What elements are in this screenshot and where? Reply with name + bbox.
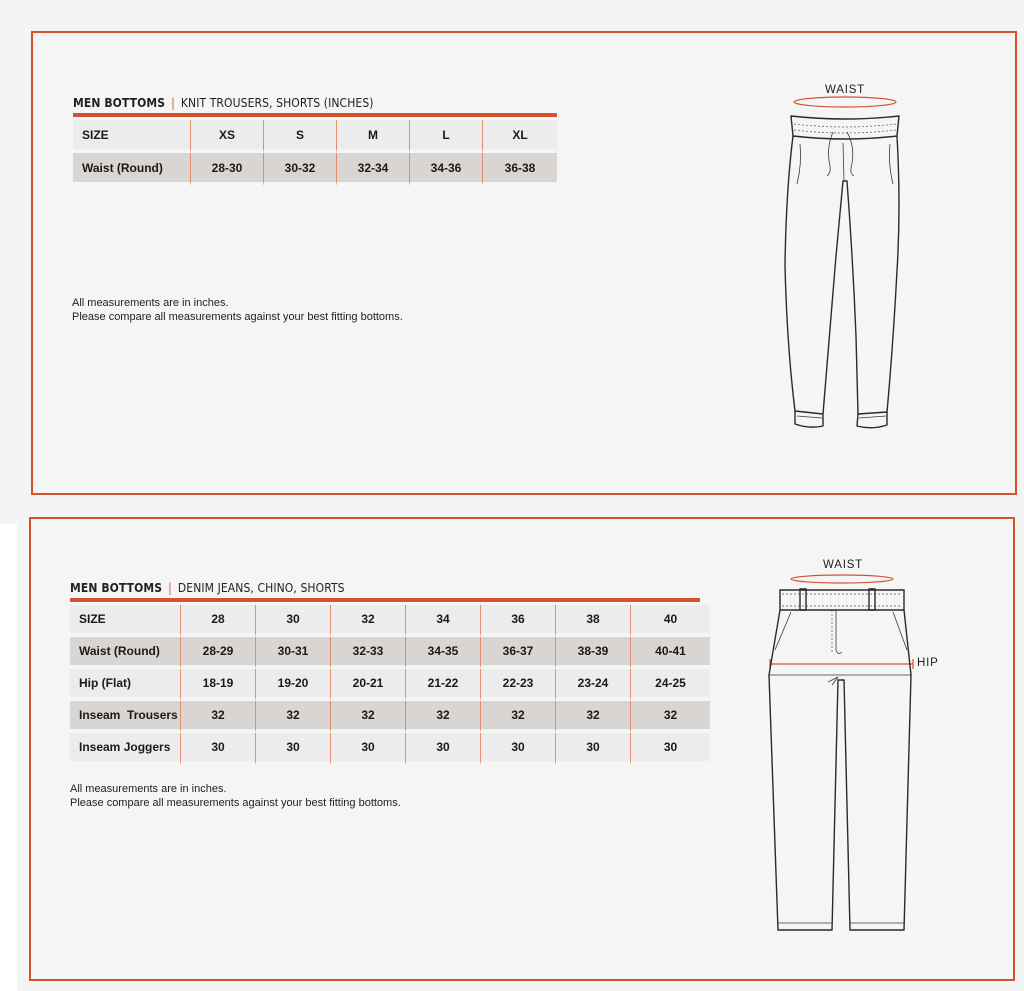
table-cell: 23-24 bbox=[556, 669, 631, 701]
header-cell: 40 bbox=[631, 605, 710, 637]
chart-title-separator: | bbox=[168, 581, 172, 595]
denim-pants-illustration bbox=[766, 570, 916, 942]
header-cell: SIZE bbox=[70, 605, 181, 637]
hip-label: HIP bbox=[917, 657, 939, 669]
chart-title-separator: | bbox=[171, 96, 175, 110]
table-cell: 32 bbox=[406, 701, 481, 733]
table-cell: 28-30 bbox=[191, 153, 264, 186]
header-cell: S bbox=[264, 120, 337, 153]
chart-title-denim bbox=[70, 581, 345, 595]
waist-measure-ellipse bbox=[794, 97, 896, 107]
measurement-note: All measurements are in inches. bbox=[70, 783, 227, 795]
table-cell: 32 bbox=[481, 701, 556, 733]
table-cell: 30 bbox=[481, 733, 556, 765]
title-underline-rule bbox=[73, 113, 557, 117]
table-row bbox=[70, 669, 710, 701]
knit-size-table bbox=[73, 120, 557, 186]
table-cell: 32 bbox=[331, 701, 406, 733]
row-label: Hip (Flat) bbox=[70, 669, 181, 701]
header-cell: M bbox=[337, 120, 410, 153]
table-cell: 22-23 bbox=[481, 669, 556, 701]
table-cell: 30 bbox=[331, 733, 406, 765]
table-cell: 18-19 bbox=[181, 669, 256, 701]
chart-title-main: MEN BOTTOMS bbox=[70, 581, 163, 595]
jogger-outline bbox=[785, 116, 899, 428]
table-cell: 32 bbox=[556, 701, 631, 733]
header-cell: XL bbox=[483, 120, 557, 153]
header-cell: XS bbox=[191, 120, 264, 153]
header-cell: 32 bbox=[331, 605, 406, 637]
table-header-row bbox=[70, 605, 710, 637]
jogger-pants-illustration bbox=[770, 96, 920, 436]
row-label: Inseam Joggers bbox=[70, 733, 181, 765]
table-cell: 30 bbox=[181, 733, 256, 765]
table-cell: 30 bbox=[406, 733, 481, 765]
table-cell: 40-41 bbox=[631, 637, 710, 669]
row-label: Inseam Trousers bbox=[70, 701, 181, 733]
table-row bbox=[73, 153, 557, 186]
table-cell: 24-25 bbox=[631, 669, 710, 701]
table-cell: 32 bbox=[181, 701, 256, 733]
table-header-row bbox=[73, 120, 557, 153]
table-cell: 30 bbox=[556, 733, 631, 765]
measurement-note: Please compare all measurements against your best fitting bottoms. bbox=[72, 311, 403, 323]
chart-title-knit bbox=[73, 96, 374, 110]
chart-title-main: MEN BOTTOMS bbox=[73, 96, 166, 110]
table-row bbox=[70, 733, 710, 765]
title-underline-rule bbox=[70, 598, 700, 602]
measurement-note: Please compare all measurements against your best fitting bottoms. bbox=[70, 797, 401, 809]
table-row bbox=[70, 701, 710, 733]
table-cell: 30-31 bbox=[256, 637, 331, 669]
table-cell: 34-36 bbox=[410, 153, 483, 186]
header-cell: SIZE bbox=[73, 120, 191, 153]
table-cell: 20-21 bbox=[331, 669, 406, 701]
header-cell: 28 bbox=[181, 605, 256, 637]
table-cell: 32-33 bbox=[331, 637, 406, 669]
table-cell: 32 bbox=[631, 701, 710, 733]
measurement-note: All measurements are in inches. bbox=[72, 297, 229, 309]
chart-subtitle: DENIM JEANS, CHINO, SHORTS bbox=[177, 581, 345, 595]
table-cell: 30 bbox=[631, 733, 710, 765]
denim-outline bbox=[769, 589, 911, 930]
header-cell: 36 bbox=[481, 605, 556, 637]
row-label: Waist (Round) bbox=[70, 637, 181, 669]
table-cell: 30 bbox=[256, 733, 331, 765]
hip-measure-line bbox=[770, 659, 913, 669]
table-row bbox=[70, 637, 710, 669]
row-label: Waist (Round) bbox=[73, 153, 191, 186]
table-cell: 32-34 bbox=[337, 153, 410, 186]
table-cell: 36-38 bbox=[483, 153, 557, 186]
table-cell: 30-32 bbox=[264, 153, 337, 186]
table-cell: 32 bbox=[256, 701, 331, 733]
table-cell: 38-39 bbox=[556, 637, 631, 669]
table-cell: 19-20 bbox=[256, 669, 331, 701]
header-cell: 38 bbox=[556, 605, 631, 637]
waist-label: WAIST bbox=[825, 84, 865, 96]
table-cell: 36-37 bbox=[481, 637, 556, 669]
waist-label: WAIST bbox=[823, 559, 863, 571]
denim-size-table bbox=[70, 605, 710, 765]
header-cell: L bbox=[410, 120, 483, 153]
chart-subtitle: KNIT TROUSERS, SHORTS (INCHES) bbox=[180, 96, 374, 110]
table-cell: 28-29 bbox=[181, 637, 256, 669]
table-cell: 21-22 bbox=[406, 669, 481, 701]
header-cell: 30 bbox=[256, 605, 331, 637]
table-cell: 34-35 bbox=[406, 637, 481, 669]
header-cell: 34 bbox=[406, 605, 481, 637]
waist-measure-ellipse bbox=[791, 575, 893, 583]
